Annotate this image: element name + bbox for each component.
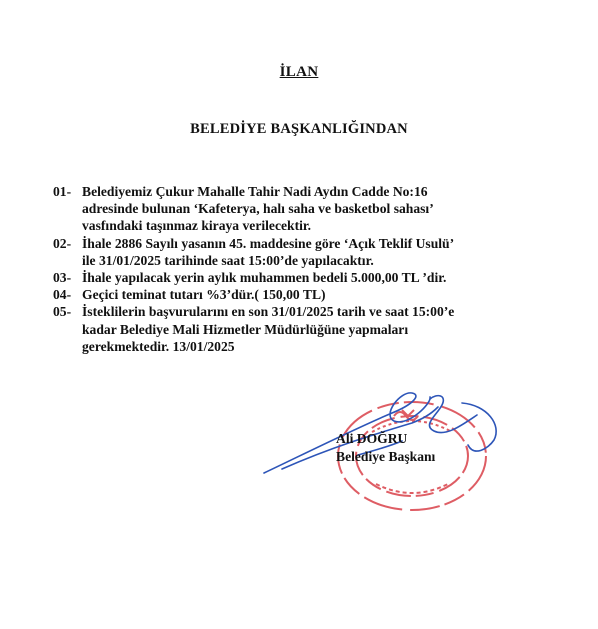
item-text <box>82 269 553 286</box>
item-text <box>82 303 553 355</box>
announcement-subtitle: BELEDİYE BAŞKANLIĞINDAN <box>190 121 408 137</box>
item-line: kadar Belediye Mali Hizmetler Müdürlüğüne yapmaları <box>82 321 409 337</box>
announcement-items <box>53 183 553 355</box>
item-05 <box>53 303 553 355</box>
item-line: gerekmektedir. 13/01/2025 <box>82 338 235 354</box>
item-03 <box>53 269 553 286</box>
item-text <box>82 286 553 303</box>
item-01 <box>53 183 553 235</box>
item-text <box>82 235 553 269</box>
signer-name: Ali DOĞRU <box>336 431 408 446</box>
item-line: adresinde bulunan ‘Kafeterya, halı saha ve basketbol sahası’ <box>82 201 434 217</box>
item-number: 05- <box>53 304 72 320</box>
signer-block <box>336 430 435 466</box>
item-number: 03- <box>53 270 72 286</box>
item-text <box>82 183 553 235</box>
announcement-title: İLAN <box>279 64 319 80</box>
item-04 <box>53 286 553 303</box>
item-line: Belediyemiz Çukur Mahalle Tahir Nadi Aydın Cadde No:16 <box>82 184 428 199</box>
item-line: İsteklilerin başvurularını en son 31/01/2025 tarih ve saat 15:00’e <box>82 304 455 320</box>
item-line: İhale 2886 Sayılı yasanın 45. maddesine göre ‘Açık Teklif Usulü’ <box>82 235 455 251</box>
item-number: 02- <box>53 235 72 251</box>
item-number: 04- <box>53 287 72 303</box>
item-line: Geçici teminat tutarı %3’dür.( 150,00 TL) <box>82 287 326 303</box>
item-line: İhale yapılacak yerin aylık muhammen bedeli 5.000,00 TL ’dir. <box>82 270 447 286</box>
item-line: ile 31/01/2025 tarihinde saat 15:00’de yapılacaktır. <box>82 252 374 268</box>
signer-role: Belediye Başkanı <box>336 449 436 464</box>
item-number: 01- <box>53 184 72 199</box>
item-line: vasfındaki taşınmaz kiraya verilecektir. <box>82 218 312 234</box>
item-02 <box>53 235 553 269</box>
